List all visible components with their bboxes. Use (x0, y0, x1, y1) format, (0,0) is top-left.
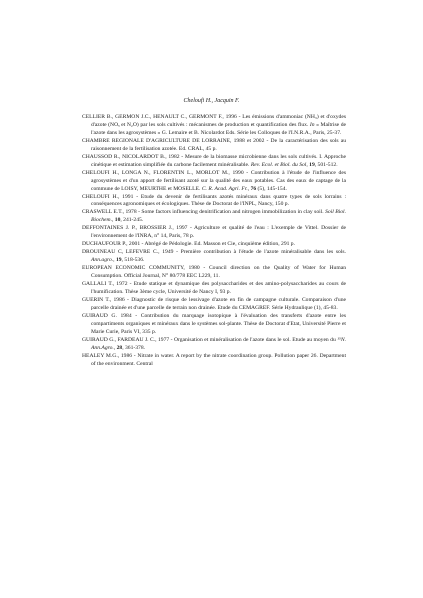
reference-text: GALLALI T., 1972 - Etude statique et dynamique des polysaccharides et des amino-polysaccharides au cours de l'humification. Thèse 3ème cycle, Université de Nancy I, 93 p. (82, 281, 346, 295)
reference-text: In (309, 121, 315, 128)
reference-text: CHAUSSOD R., NICOLARDOT B., 1982 - Mesure de la biomasse microbienne dans les sols cultivés. I. Approche cinétique et estimation simplifiée du carbone facilement minéralisable. (82, 153, 346, 168)
reference-text: Ann.agro. (91, 257, 114, 264)
reference-text: 19 (115, 257, 122, 264)
reference-entry (82, 265, 346, 281)
reference-entry (82, 138, 346, 154)
reference-text: CHELOUFI H., LONGA N., FLORENTIN L., MORLOT M., 1990 - Contribution à l'étude de l'influence des agrosystèmes et d'un apport de fertilisant azoté sur la qualité des eaux potables. Cas des eaux de captage de la commune de LOISY, MEURTHE et MOSELLE. (82, 169, 346, 192)
reference-entry (82, 241, 346, 249)
reference-text: Soil Biol. Biochem. (91, 209, 346, 224)
reference-text: 10 (114, 217, 121, 224)
reference-entry (82, 194, 346, 210)
reference-text: , (113, 344, 117, 351)
reference-text: GUIRAUD G., FARDEAU J. C., 1977 - Organisation et minéralisation de l'azote dans le sol. Etude au moyen du (82, 336, 338, 343)
reference-entry (82, 353, 346, 369)
reference-text: DROUINEAU C, LEFEVRE C., 1949 - Première contribution à l'étude de l'azote minéralisable dans les sols. (82, 249, 346, 256)
reference-text: Rev. Ecol. et Biol. du Sol (250, 161, 307, 168)
reference-text: CHELOUFI H., 1991 - Etude du devenir de fertilisants azotés minéraux dans quatre types de sols lorrains : conséquences agronomiques et écologiques. Thèse de Doctorat de l'INPL, Nancy, 150 p. (82, 193, 346, 208)
reference-text: GUERIN T., 1986 - Diagnostic de risque de lessivage d'azote en fin de campagne culturale. Comparaison d'une parcelle drainée et d'une parcelle de terrain non drainée. Etude du CEMAGREF. Série Hydraulique (1), 45-83. (82, 296, 346, 311)
reference-entry (82, 209, 346, 225)
reference-text: , 361-378. (122, 344, 146, 351)
reference-text: ¹⁵N. Ann.Agro. (91, 336, 346, 351)
reference-text: CHAMBRE REGIONALE D'AGRICULTURE DE LORRAINE, 1988 et 2002 - De la caractérisation des sols au raisonnement de la fertilisation azotée. Ed. CRAL, 45 p. (82, 137, 346, 152)
reference-text: DEFFONTAINES J. P., BROSSIER J., 1997 - Agriculture et qualité de l'eau : L'exemple de Vittel. Dossier de l'environnement de l'INRA, n° 14, Paris, 78 p. (82, 225, 346, 240)
reference-text: , (111, 217, 115, 224)
reference-text: , 241-245. (120, 217, 144, 224)
reference-text: , 501-512. (314, 161, 338, 168)
reference-entry (82, 313, 346, 337)
reference-text: , (247, 185, 251, 192)
reference-text: C. R. Acad. Agri. Fr. (201, 185, 248, 192)
reference-text: DUCHAUFOUR P., 2001 - Abrégé de Pédologie. Ed. Masson et Cie, cinquième édition, 291 p. (82, 241, 296, 248)
reference-text: , (113, 257, 116, 264)
reference-entry (82, 114, 346, 138)
reference-text: , (306, 161, 310, 168)
reference-entry (82, 225, 346, 241)
reference-text: CELLIER B., GERMON J.C., HENAULT C., GERMONT F., 1996 - Les émissions d'ammoniac (NH₃) et d'oxydes d'azote (NOₓ et N₂O) par les sols cultivés : mécanismes de production et quantification des flux. (82, 114, 346, 128)
reference-text: 76 (250, 185, 257, 192)
reference-text: (5), 145-154. (256, 185, 287, 192)
reference-list (82, 114, 346, 369)
reference-text: « Maîtrise de l'azote dans les agrosystèmes » G. Lemaire et B. Nicolardot Eds. Série les Colloques de l'I.N.R.A., Paris, 25-37. (91, 121, 346, 136)
reference-text: GUIRAUD G. 1984 - Contribution du marquage isotopique à l'évaluation des transferts d'azote entre les compartiments organiques et minéraux dans le systèmes sol-plante. Thèse de Doctorat d'Etat, Université Pierre et Marie Curie, Paris VI, 335 p. (82, 312, 346, 335)
reference-entry (82, 249, 346, 265)
reference-text: 19 (309, 161, 315, 168)
reference-text: HEALEY M.G., 1986 - Nitrate in water. A report by the nitrate coordination group. Pollution paper 26. Department of the environment. Central (82, 352, 346, 367)
reference-entry (82, 337, 346, 353)
running-head: Cheloufi H., Jacquin F. (183, 98, 240, 104)
reference-text: EUROPEAN ECONOMIC COMMUNITY, 1980 - Council direction on the Quality of Water for Human Consumption. Official Journal, N° 80/778 EEC L229, 11. (82, 265, 346, 280)
reference-entry (82, 154, 346, 170)
reference-entry (82, 170, 346, 194)
reference-entry (82, 297, 346, 313)
reference-text: , 518-536. (121, 257, 145, 264)
reference-entry (82, 281, 346, 297)
reference-text: 28 (116, 344, 123, 351)
reference-text: CRASWELL E.T., 1978 - Some factors influencing denitrification and nitrogen immobilization in clay soil. (82, 209, 326, 216)
